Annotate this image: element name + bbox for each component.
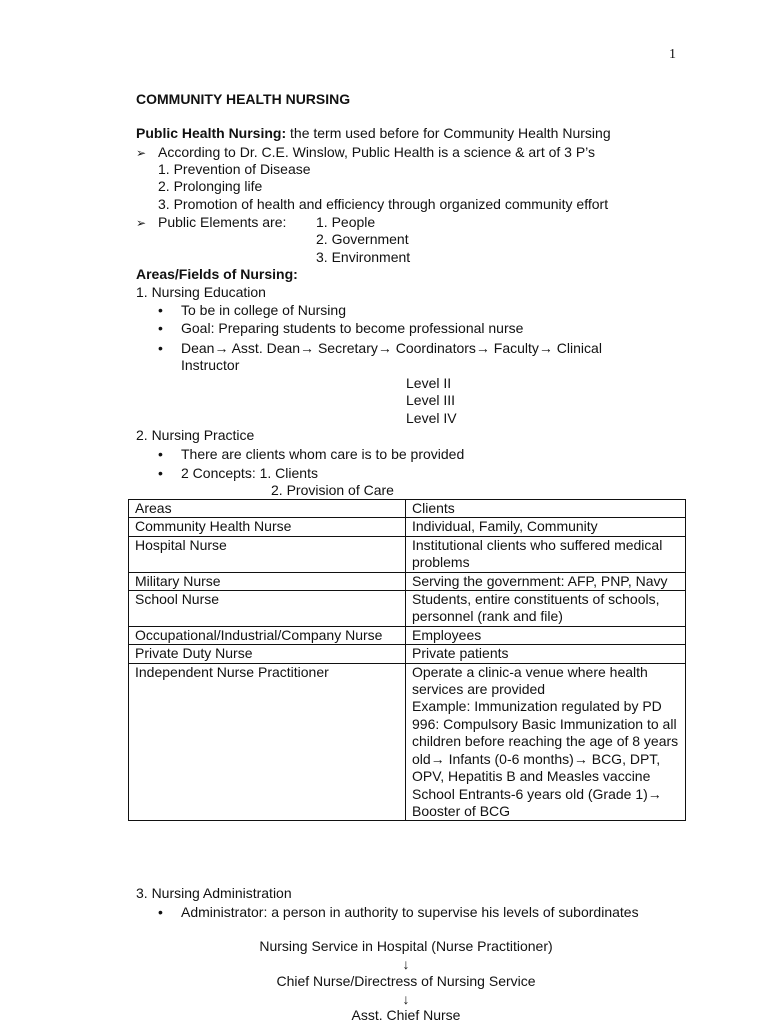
phn-definition-text: the term used before for Community Health Nursing bbox=[286, 125, 611, 141]
education-title: 1. Nursing Education bbox=[136, 284, 266, 300]
chain-item-1: Nursing Service in Hospital (Nurse Practitioner) bbox=[259, 938, 553, 954]
table-row bbox=[129, 536, 686, 572]
education-bullet-3: Dean→ Asst. Dean→ Secretary→ Coordinators→ Faculty→ Clinical bbox=[181, 340, 602, 356]
table-cell-client: Serving the government: AFP, PNP, Navy bbox=[406, 572, 686, 590]
practice-bullet-2: 2 Concepts: 1. Clients bbox=[181, 465, 318, 481]
table-cell-client: Employees bbox=[406, 626, 686, 644]
table-cell-client: Institutional clients who suffered medical problems bbox=[406, 536, 686, 572]
practitioner-description: Operate a clinic-a venue where health services are provided bbox=[412, 663, 648, 698]
level-4: Level IV bbox=[406, 410, 457, 426]
table-cell-area: School Nurse bbox=[129, 591, 406, 627]
bullet-icon: • bbox=[158, 340, 163, 356]
bullet-icon: • bbox=[158, 320, 163, 336]
p-item-1: 1. Prevention of Disease bbox=[158, 161, 311, 177]
level-2: Level II bbox=[406, 375, 452, 391]
bullet-icon: • bbox=[158, 465, 163, 481]
level-3: Level III bbox=[406, 392, 456, 408]
page-number: 1 bbox=[669, 47, 676, 62]
table-row bbox=[129, 518, 686, 536]
table-cell-client: Students, entire constituents of schools, personnel (rank and file) bbox=[406, 591, 686, 627]
public-elements-label: Public Elements are: bbox=[158, 214, 287, 230]
administration-title: 3. Nursing Administration bbox=[136, 885, 292, 901]
administration-bullet: Administrator: a person in authority to supervise his levels of subordinates bbox=[181, 904, 639, 920]
arrow-bullet-icon: ➢ bbox=[136, 216, 147, 230]
element-item-1: 1. People bbox=[316, 214, 376, 230]
education-bullet-1: To be in college of Nursing bbox=[181, 302, 346, 318]
table-cell-area: Community Health Nurse bbox=[129, 518, 406, 536]
bullet-icon: • bbox=[158, 446, 163, 462]
table-header-clients: Clients bbox=[406, 500, 686, 518]
table-header-row bbox=[129, 500, 686, 518]
chain-item-2: Chief Nurse/Directress of Nursing Service bbox=[276, 973, 536, 989]
element-item-3: 3. Environment bbox=[316, 249, 411, 265]
element-item-2: 2. Government bbox=[316, 231, 409, 247]
practice-bullet-1: There are clients whom care is to be provided bbox=[181, 446, 465, 462]
immunization-example: Example: Immunization regulated by PD 996: Compulsory Basic Immunization to all children before reaching the age of 8 years old→ Infants (0-6 months)→ BCG, DPT, OPV, Hepatitis B and Measles vaccine bbox=[412, 698, 679, 785]
practice-title: 2. Nursing Practice bbox=[136, 427, 255, 443]
down-arrow-icon: ↓ bbox=[402, 991, 410, 1007]
table-row bbox=[129, 645, 686, 663]
down-arrow-icon: ↓ bbox=[402, 956, 410, 972]
table-cell-client: Individual, Family, Community bbox=[406, 518, 686, 536]
p-item-3: 3. Promotion of health and efficiency through organized community effort bbox=[158, 196, 609, 212]
p-item-2: 2. Prolonging life bbox=[158, 178, 263, 194]
bullet-icon: • bbox=[158, 302, 163, 318]
table-cell-client: Private patients bbox=[406, 645, 686, 663]
table-cell-area: Military Nurse bbox=[129, 572, 406, 590]
table-cell-area: Hospital Nurse bbox=[129, 536, 406, 572]
table-cell-area: Occupational/Industrial/Company Nurse bbox=[129, 626, 406, 644]
phn-definition bbox=[136, 125, 611, 142]
table-row bbox=[129, 663, 686, 821]
areas-clients-table bbox=[128, 499, 686, 821]
arrow-bullet-icon: ➢ bbox=[136, 146, 147, 160]
chain-item-3: Asst. Chief Nurse bbox=[351, 1007, 461, 1023]
areas-heading: Areas/Fields of Nursing: bbox=[136, 266, 298, 282]
document-title: COMMUNITY HEALTH NURSING bbox=[136, 91, 351, 107]
phn-term: Public Health Nursing: bbox=[136, 125, 287, 141]
table-row bbox=[129, 572, 686, 590]
table-cell-client bbox=[406, 663, 686, 821]
table-header-areas: Areas bbox=[129, 500, 406, 518]
education-bullet-3-cont: Instructor bbox=[181, 357, 240, 373]
education-bullet-2: Goal: Preparing students to become professional nurse bbox=[181, 320, 524, 336]
table-row bbox=[129, 591, 686, 627]
table-cell-area: Private Duty Nurse bbox=[129, 645, 406, 663]
practice-concept-2: 2. Provision of Care bbox=[271, 482, 394, 498]
table-row bbox=[129, 626, 686, 644]
winslow-statement: According to Dr. C.E. Winslow, Public Health is a science & art of 3 P’s bbox=[158, 144, 596, 160]
table-cell-area: Independent Nurse Practitioner bbox=[129, 663, 406, 821]
bullet-icon: • bbox=[158, 904, 163, 920]
school-entrants-note: School Entrants-6 years old (Grade 1)→ Booster of BCG bbox=[412, 785, 662, 819]
